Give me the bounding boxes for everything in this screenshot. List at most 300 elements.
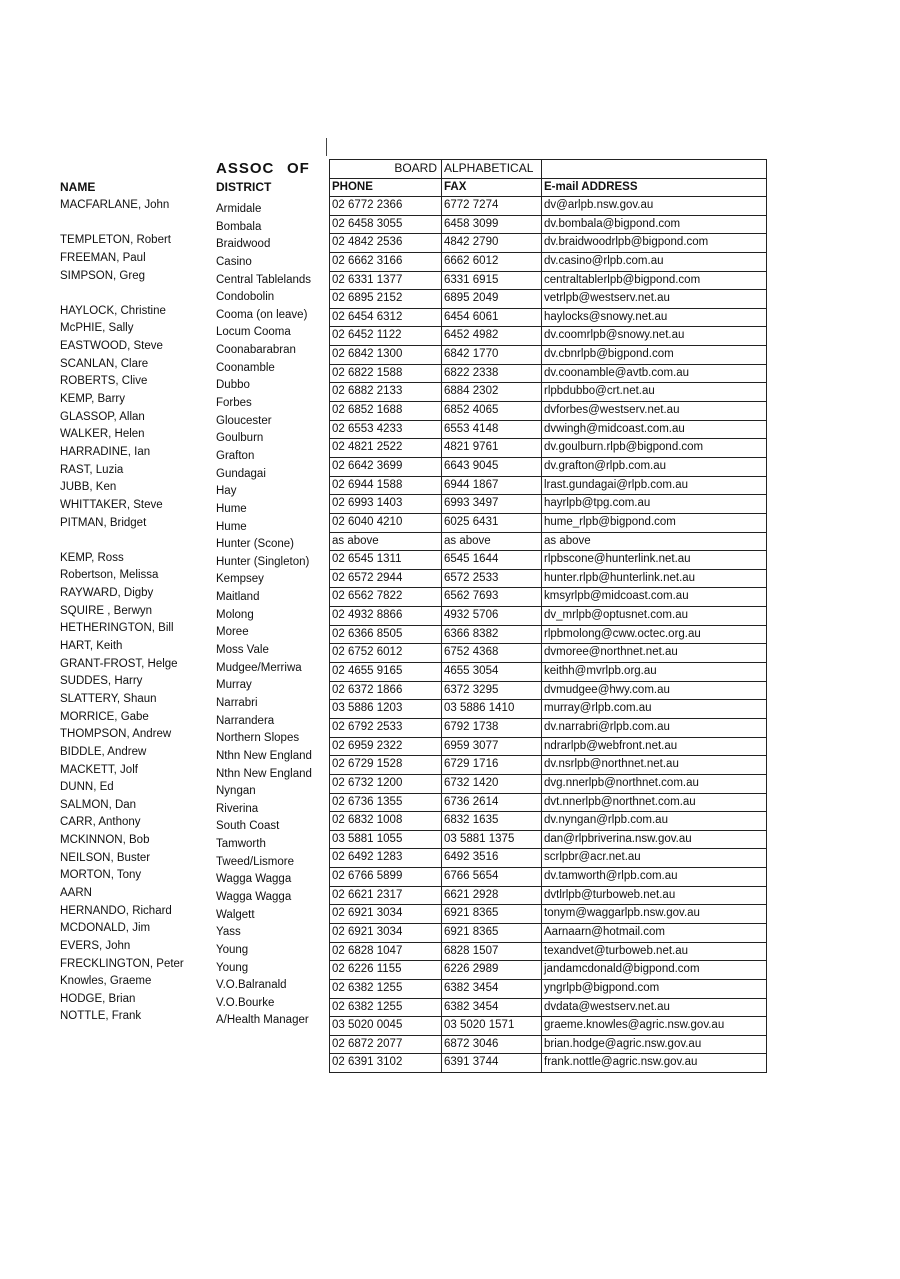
- district-name: Narrandera: [216, 714, 275, 727]
- email-cell: texandvet@turboweb.net.au: [544, 944, 689, 957]
- email-cell: dv.nsrlpb@northnet.net.au: [544, 758, 679, 771]
- person-name: CARR, Anthony: [60, 816, 141, 829]
- email-cell: rlpbscone@hunterlink.net.au: [544, 553, 691, 566]
- email-cell: dv.grafton@rlpb.com.au: [544, 459, 667, 472]
- phone-cell: 02 4821 2522: [330, 439, 442, 457]
- phone-cell: 02 6752 6012: [330, 644, 442, 662]
- list-item: [58, 604, 328, 622]
- district-name: Grafton: [216, 449, 255, 462]
- table-row: [330, 943, 766, 962]
- fax-cell: 4655 3054: [442, 663, 542, 681]
- table-row: [330, 458, 766, 477]
- district-name: Yass: [216, 926, 241, 939]
- email-cell: dv.narrabri@rlpb.com.au: [544, 720, 670, 733]
- phone-cell: 02 6882 2133: [330, 383, 442, 401]
- list-item: [58, 198, 328, 216]
- table-row: [330, 999, 766, 1018]
- district-name: Hunter (Singleton): [216, 555, 310, 568]
- email-cell: Aarnaarn@hotmail.com: [544, 925, 665, 938]
- fax-cell: 6331 6915: [442, 272, 542, 290]
- fax-cell: 6884 2302: [442, 383, 542, 401]
- list-item: [58, 410, 328, 428]
- person-name: SLATTERY, Shaun: [60, 692, 157, 705]
- fax-cell: 6766 5654: [442, 868, 542, 886]
- person-name: ROBERTS, Clive: [60, 375, 148, 388]
- district-name: Goulburn: [216, 432, 264, 445]
- person-name: EASTWOOD, Steve: [60, 340, 163, 353]
- list-item: [58, 763, 328, 781]
- email-cell: tonym@waggarlpb.nsw.gov.au: [544, 907, 700, 920]
- blank-heading-cell: [542, 160, 766, 178]
- email-cell: kmsyrlpb@midcoast.com.au: [544, 590, 689, 603]
- phone-cell: 02 6562 7822: [330, 588, 442, 606]
- list-item: [58, 304, 328, 322]
- district-name: Armidale: [216, 203, 262, 215]
- list-item: [58, 727, 328, 745]
- phone-cell: 02 6729 1528: [330, 756, 442, 774]
- phone-cell: 03 5886 1203: [330, 700, 442, 718]
- list-item: [58, 939, 328, 957]
- table-row: [330, 980, 766, 999]
- district-name: Mudgee/Merriwa: [216, 661, 302, 674]
- name-column-header: NAME: [60, 180, 96, 194]
- email-cell: dvtlrlpb@turboweb.net.au: [544, 888, 676, 901]
- phone-cell: 02 6993 1403: [330, 495, 442, 513]
- phone-cell: 02 4655 9165: [330, 663, 442, 681]
- fax-cell: 6921 8365: [442, 905, 542, 923]
- board-heading: BOARD: [330, 160, 442, 178]
- person-name: GRANT-FROST, Helge: [60, 657, 178, 670]
- district-column-header: DISTRICT: [216, 180, 272, 194]
- fax-cell: 6025 6431: [442, 514, 542, 532]
- district-name: Nyngan: [216, 785, 256, 798]
- district-name: Molong: [216, 608, 254, 621]
- fax-cell: 6732 1420: [442, 775, 542, 793]
- fax-cell: 4932 5706: [442, 607, 542, 625]
- fax-cell: 6993 3497: [442, 495, 542, 513]
- phone-cell: 02 6331 1377: [330, 272, 442, 290]
- district-name: Dubbo: [216, 379, 250, 392]
- fax-cell: 6492 3516: [442, 849, 542, 867]
- district-name: Wagga Wagga: [216, 873, 292, 886]
- person-name: SUDDES, Harry: [60, 675, 143, 688]
- person-name: AARN: [60, 886, 92, 899]
- person-name: PITMAN, Bridget: [60, 516, 147, 529]
- person-name: SQUIRE , Berwyn: [60, 604, 153, 617]
- phone-cell: 02 6832 1008: [330, 812, 442, 830]
- fax-cell: 6872 3046: [442, 1036, 542, 1054]
- list-item: [58, 745, 328, 763]
- list-item: [58, 269, 328, 287]
- fax-cell: 6452 4982: [442, 327, 542, 345]
- table-row: [330, 663, 766, 682]
- table-row: [330, 812, 766, 831]
- table-row: [330, 756, 766, 775]
- table-row: [330, 533, 766, 552]
- person-name: GLASSOP, Allan: [60, 410, 145, 423]
- district-name: Braidwood: [216, 238, 271, 251]
- fax-cell: 6772 7274: [442, 197, 542, 215]
- person-name: MORRICE, Gabe: [60, 710, 149, 723]
- table-row: [330, 290, 766, 309]
- fax-cell: 6792 1738: [442, 719, 542, 737]
- district-name: Young: [216, 961, 249, 974]
- list-item: [58, 516, 328, 534]
- phone-cell: 02 6822 1588: [330, 365, 442, 383]
- email-cell: centraltablerlpb@bigpond.com: [544, 273, 701, 286]
- email-cell: rlpbmolong@cww.octec.org.au: [544, 627, 701, 640]
- list-item: [58, 957, 328, 975]
- person-name: DUNN, Ed: [60, 781, 114, 794]
- list-item: [58, 639, 328, 657]
- list-item: [58, 233, 328, 251]
- district-name: Wagga Wagga: [216, 890, 292, 903]
- email-cell: vetrlpb@westserv.net.au: [544, 292, 670, 305]
- person-name: THOMPSON, Andrew: [60, 728, 172, 741]
- fax-cell: 6921 8365: [442, 924, 542, 942]
- phone-cell: 02 6545 1311: [330, 551, 442, 569]
- district-name: Moree: [216, 626, 249, 639]
- fax-cell: 6736 2614: [442, 794, 542, 812]
- fax-cell: 03 5886 1410: [442, 700, 542, 718]
- district-name: Gloucester: [216, 414, 272, 427]
- contact-table: [329, 159, 767, 1073]
- list-item: [58, 710, 328, 728]
- table-row: [330, 514, 766, 533]
- email-cell: as above: [544, 534, 591, 547]
- table-header-row: [330, 179, 766, 197]
- fax-cell: 6832 1635: [442, 812, 542, 830]
- table-row: [330, 1036, 766, 1055]
- district-name: Moss Vale: [216, 644, 269, 657]
- list-item: [58, 463, 328, 481]
- phone-cell: 02 6732 1200: [330, 775, 442, 793]
- fax-cell: 6382 3454: [442, 999, 542, 1017]
- district-name: Forbes: [216, 397, 252, 410]
- list-item: [58, 251, 328, 269]
- phone-cell: 02 6828 1047: [330, 943, 442, 961]
- person-name: MACFARLANE, John: [60, 199, 170, 211]
- list-item: [58, 427, 328, 445]
- district-name: Murray: [216, 679, 252, 692]
- fax-cell: 6458 3099: [442, 216, 542, 234]
- district-name: V.O.Balranald: [216, 979, 287, 992]
- email-cell: frank.nottle@agric.nsw.gov.au: [544, 1056, 698, 1069]
- email-cell: dan@rlpbriverina.nsw.gov.au: [544, 832, 692, 845]
- fax-cell: 6562 7693: [442, 588, 542, 606]
- district-name: Nthn New England: [216, 767, 312, 780]
- person-name: EVERS, John: [60, 939, 131, 952]
- fax-cell: 6545 1644: [442, 551, 542, 569]
- phone-cell: 02 6662 3166: [330, 253, 442, 271]
- table-row: [330, 905, 766, 924]
- person-name: JUBB, Ken: [60, 481, 117, 494]
- list-item: [58, 921, 328, 939]
- list-item: [58, 904, 328, 922]
- district-name: Nthn New England: [216, 749, 312, 762]
- table-row: [330, 570, 766, 589]
- person-name: BIDDLE, Andrew: [60, 745, 147, 758]
- district-name: Bombala: [216, 220, 262, 233]
- fax-cell: 6553 4148: [442, 421, 542, 439]
- fax-cell: 6944 1867: [442, 477, 542, 495]
- list-item: [58, 445, 328, 463]
- list-item: [58, 692, 328, 710]
- district-name: Hunter (Scone): [216, 538, 294, 551]
- phone-cell: 02 4842 2536: [330, 234, 442, 252]
- email-cell: rlpbdubbo@crt.net.au: [544, 385, 655, 398]
- person-name: Knowles, Graeme: [60, 975, 152, 988]
- table-row: [330, 868, 766, 887]
- fax-cell: 4821 9761: [442, 439, 542, 457]
- phone-cell: 02 6772 2366: [330, 197, 442, 215]
- fax-cell: 6895 2049: [442, 290, 542, 308]
- table-row: [330, 327, 766, 346]
- email-cell: dvwingh@midcoast.com.au: [544, 422, 685, 435]
- phone-cell: 02 6921 3034: [330, 924, 442, 942]
- table-row: [330, 700, 766, 719]
- list-item: [58, 480, 328, 498]
- table-row: [330, 1054, 766, 1073]
- table-row: [330, 961, 766, 980]
- phone-cell: 03 5020 0045: [330, 1017, 442, 1035]
- person-name: HODGE, Brian: [60, 992, 136, 1005]
- table-row: [330, 644, 766, 663]
- email-cell: dvg.nnerlpb@northnet.com.au: [544, 776, 699, 789]
- person-name: HETHERINGTON, Bill: [60, 622, 174, 635]
- phone-cell: 02 6372 1866: [330, 682, 442, 700]
- district-name: Cooma (on leave): [216, 308, 308, 321]
- list-item: [58, 339, 328, 357]
- table-row: [330, 588, 766, 607]
- phone-cell: 02 6454 6312: [330, 309, 442, 327]
- list-item: [58, 833, 328, 851]
- district-name: Hume: [216, 520, 247, 533]
- table-row: [330, 365, 766, 384]
- person-name: Robertson, Melissa: [60, 569, 159, 582]
- fax-cell: 6822 2338: [442, 365, 542, 383]
- list-item: [58, 321, 328, 339]
- email-cell: graeme.knowles@agric.nsw.gov.au: [544, 1019, 725, 1032]
- table-row: [330, 607, 766, 626]
- person-name: MACKETT, Jolf: [60, 763, 138, 776]
- phone-cell: 02 4932 8866: [330, 607, 442, 625]
- list-item: [58, 798, 328, 816]
- phone-cell: 02 6366 8505: [330, 626, 442, 644]
- person-name: WALKER, Helen: [60, 428, 145, 441]
- phone-cell: 02 6642 3699: [330, 458, 442, 476]
- fax-cell: 6226 2989: [442, 961, 542, 979]
- fax-cell: 6372 3295: [442, 682, 542, 700]
- fax-cell: 6391 3744: [442, 1054, 542, 1072]
- email-cell: dv.coomrlpb@snowy.net.au: [544, 329, 685, 342]
- person-name: RAST, Luzia: [60, 463, 124, 476]
- email-cell: dvforbes@westserv.net.au: [544, 404, 680, 417]
- district-name: Maitland: [216, 591, 260, 604]
- person-name: NOTTLE, Frank: [60, 1010, 142, 1023]
- fax-cell: 03 5881 1375: [442, 831, 542, 849]
- table-row: [330, 682, 766, 701]
- person-name: HART, Keith: [60, 640, 123, 653]
- email-cell: hunter.rlpb@hunterlink.net.au: [544, 571, 696, 584]
- district-name: Coonamble: [216, 361, 275, 374]
- district-name: A/Health Manager: [216, 1014, 309, 1027]
- fax-cell: 6752 4368: [442, 644, 542, 662]
- phone-cell: 03 5881 1055: [330, 831, 442, 849]
- district-name: V.O.Bourke: [216, 996, 275, 1009]
- person-name: NEILSON, Buster: [60, 851, 151, 864]
- list-item: [58, 851, 328, 869]
- table-row: [330, 775, 766, 794]
- table-row: [330, 551, 766, 570]
- fax-cell: 4842 2790: [442, 234, 542, 252]
- table-row: [330, 887, 766, 906]
- email-cell: dvdata@westserv.net.au: [544, 1000, 670, 1013]
- table-row: [330, 477, 766, 496]
- email-cell: hayrlpb@tpg.com.au: [544, 497, 651, 510]
- email-cell: hume_rlpb@bigpond.com: [544, 515, 676, 528]
- phone-cell: 02 6842 1300: [330, 346, 442, 364]
- list-item: [58, 1009, 328, 1027]
- fax-cell: 6366 8382: [442, 626, 542, 644]
- table-row: [330, 1017, 766, 1036]
- table-row: [330, 439, 766, 458]
- person-name: WHITTAKER, Steve: [60, 498, 163, 511]
- phone-cell: 02 6736 1355: [330, 794, 442, 812]
- email-cell: murray@rlpb.com.au: [544, 702, 652, 715]
- list-item: [58, 886, 328, 904]
- phone-cell: 02 6944 1588: [330, 477, 442, 495]
- person-name: KEMP, Barry: [60, 393, 125, 406]
- list-item: [58, 498, 328, 516]
- phone-cell: 02 6852 1688: [330, 402, 442, 420]
- district-name: Condobolin: [216, 291, 275, 304]
- fax-cell: 6621 2928: [442, 887, 542, 905]
- district-name: Hume: [216, 502, 247, 515]
- email-cell: dv.braidwoodrlpb@bigpond.com: [544, 236, 709, 249]
- table-row: [330, 738, 766, 757]
- list-item: [58, 780, 328, 798]
- of-heading: OF: [287, 160, 310, 177]
- person-name: McPHIE, Sally: [60, 322, 134, 335]
- table-row: [330, 495, 766, 514]
- phone-cell: 02 6792 2533: [330, 719, 442, 737]
- fax-column-header: FAX: [442, 179, 542, 196]
- phone-cell: 02 6391 3102: [330, 1054, 442, 1072]
- table-row: [330, 719, 766, 738]
- district-name: Tweed/Lismore: [216, 855, 294, 868]
- phone-cell: 02 6458 3055: [330, 216, 442, 234]
- email-cell: dv.casino@rlpb.com.au: [544, 254, 664, 267]
- list-item: [58, 533, 328, 551]
- person-name: FRECKLINGTON, Peter: [60, 957, 184, 970]
- email-cell: dvt.nnerlpb@northnet.com.au: [544, 795, 696, 808]
- scan-mark: [326, 138, 327, 156]
- email-cell: dv.bombala@bigpond.com: [544, 217, 681, 230]
- district-name: Young: [216, 943, 249, 956]
- district-name: South Coast: [216, 820, 280, 833]
- list-item: [58, 286, 328, 304]
- table-row: [330, 216, 766, 235]
- phone-cell: 02 6621 2317: [330, 887, 442, 905]
- phone-cell: 02 6572 2944: [330, 570, 442, 588]
- phone-cell: as above: [330, 533, 442, 551]
- table-row: [330, 849, 766, 868]
- fax-cell: 6842 1770: [442, 346, 542, 364]
- list-item: [58, 868, 328, 886]
- table-row: [330, 383, 766, 402]
- person-name: MCKINNON, Bob: [60, 834, 150, 847]
- list-item: [58, 374, 328, 392]
- fax-cell: 6572 2533: [442, 570, 542, 588]
- fax-cell: 6828 1507: [442, 943, 542, 961]
- fax-cell: 6662 6012: [442, 253, 542, 271]
- district-name: Walgett: [216, 908, 255, 921]
- list-item: [58, 815, 328, 833]
- phone-cell: 02 6382 1255: [330, 980, 442, 998]
- email-cell: dv.cbnrlpb@bigpond.com: [544, 348, 674, 361]
- email-cell: jandamcdonald@bigpond.com: [544, 963, 700, 976]
- email-cell: dv.tamworth@rlpb.com.au: [544, 870, 678, 883]
- fax-cell: 6852 4065: [442, 402, 542, 420]
- phone-cell: 02 6959 2322: [330, 738, 442, 756]
- table-row: [330, 626, 766, 645]
- phone-cell: 02 6766 5899: [330, 868, 442, 886]
- district-name: Northern Slopes: [216, 732, 300, 745]
- fax-cell: 6643 9045: [442, 458, 542, 476]
- district-name: Central Tablelands: [216, 273, 312, 286]
- phone-cell: 02 6492 1283: [330, 849, 442, 867]
- person-name: RAYWARD, Digby: [60, 587, 154, 600]
- phone-cell: 02 6040 4210: [330, 514, 442, 532]
- phone-cell: 02 6226 1155: [330, 961, 442, 979]
- list-item: [58, 357, 328, 375]
- fax-cell: 6454 6061: [442, 309, 542, 327]
- person-name: MCDONALD, Jim: [60, 922, 151, 935]
- person-name: HARRADINE, Ian: [60, 445, 151, 458]
- email-cell: yngrlpb@bigpond.com: [544, 981, 660, 994]
- district-name: Coonabarabran: [216, 344, 296, 357]
- district-name: Tamworth: [216, 838, 266, 851]
- email-cell: dvmudgee@hwy.com.au: [544, 683, 670, 696]
- district-name: Gundagai: [216, 467, 266, 480]
- email-cell: scrlpbr@acr.net.au: [544, 851, 641, 864]
- district-name: Casino: [216, 255, 252, 268]
- person-name: MORTON, Tony: [60, 869, 142, 882]
- table-row: [330, 253, 766, 272]
- email-cell: dv@arlpb.nsw.gov.au: [544, 199, 654, 211]
- phone-column-header: PHONE: [330, 179, 442, 196]
- table-row: [330, 234, 766, 253]
- name-district-list: [58, 198, 328, 1027]
- person-name: SCANLAN, Clare: [60, 357, 149, 370]
- phone-cell: 02 6382 1255: [330, 999, 442, 1017]
- assoc-heading: ASSOC: [216, 160, 275, 177]
- table-row: [330, 924, 766, 943]
- person-name: KEMP, Ross: [60, 551, 124, 564]
- list-item: [58, 974, 328, 992]
- list-item: [58, 216, 328, 234]
- table-row: [330, 197, 766, 216]
- person-name: SIMPSON, Greg: [60, 269, 145, 282]
- table-row: [330, 272, 766, 291]
- fax-cell: 6959 3077: [442, 738, 542, 756]
- email-cell: dv.nyngan@rlpb.com.au: [544, 814, 668, 827]
- phone-cell: 02 6553 4233: [330, 421, 442, 439]
- alphabetical-heading: ALPHABETICAL: [442, 160, 542, 178]
- email-cell: haylocks@snowy.net.au: [544, 310, 668, 323]
- person-name: HERNANDO, Richard: [60, 904, 172, 917]
